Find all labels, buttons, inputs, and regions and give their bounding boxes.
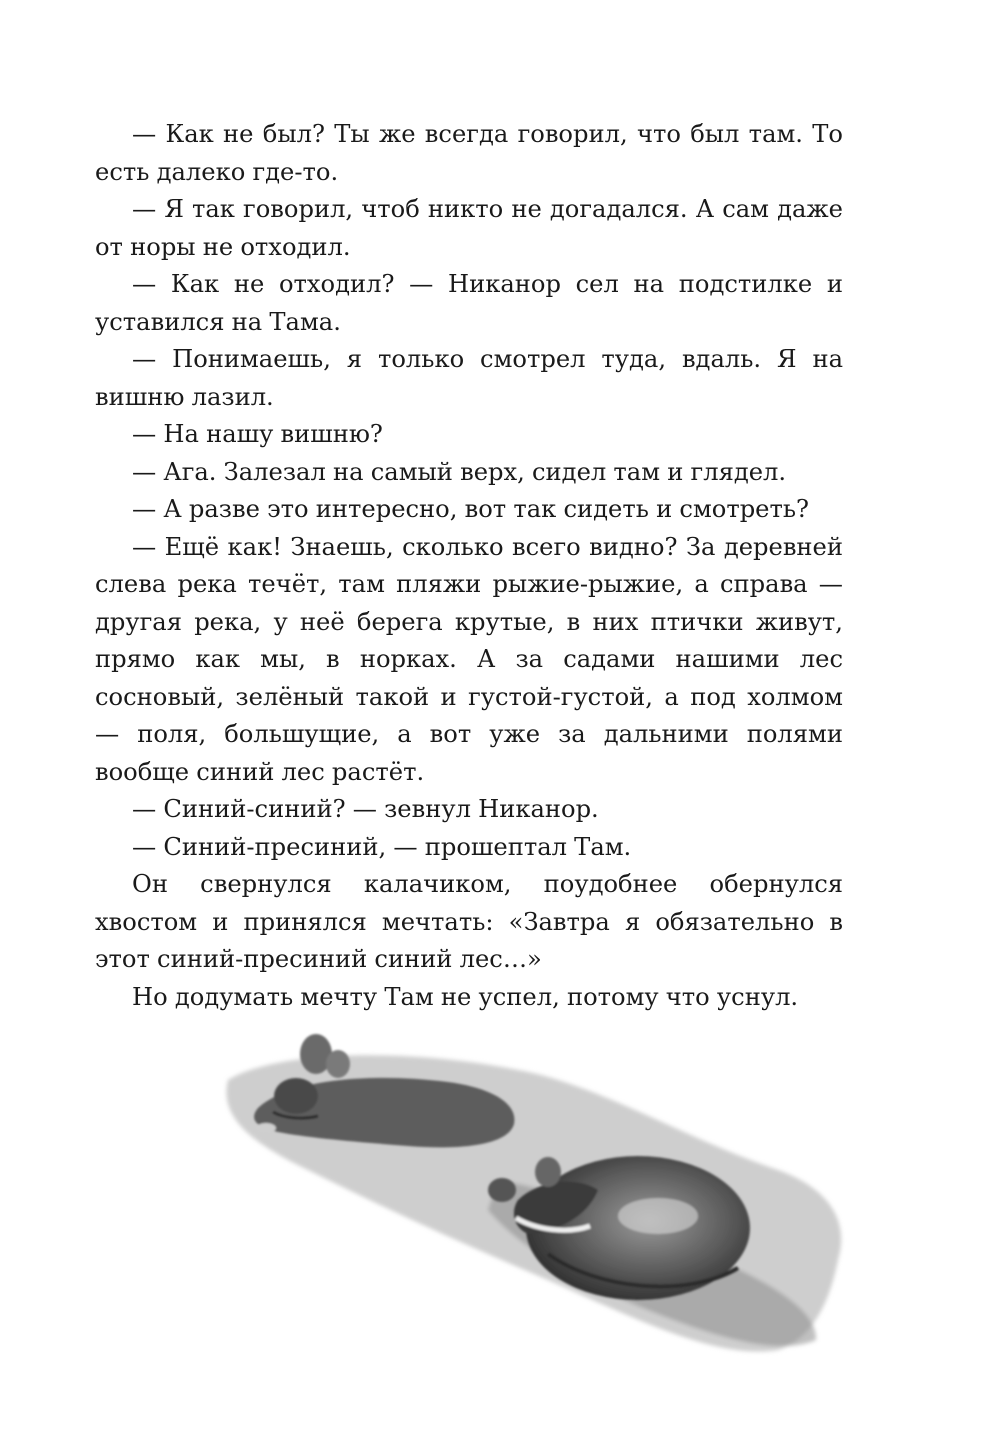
paragraph: — Как не отходил? — Никанор сел на подстилке и уставился на Тама. (95, 270, 843, 336)
mouse-lying (254, 1034, 514, 1147)
paragraph: — Как не был? Ты же всегда говорил, что был там. То есть далеко где-то. (95, 120, 843, 186)
paragraph: — Ещё как! Знаешь, сколько всего видно? За деревней слева река течёт, там пляжи рыжие-рыжие, а справа — другая река, у неё берега крутые, в них птички живут, прямо как мы, в норках. А за садами нашими лес сосновый, зелёный такой и густой-густой, а под холмом — поля, большущие, а вот уже за дальними полями вообще синий лес растёт. (95, 532, 843, 786)
paragraph: — А разве это интересно, вот так сидеть и смотреть? (132, 495, 810, 523)
paragraph: — Синий-пресиний, — прошептал Там. (132, 832, 632, 861)
paragraph: — Синий-синий? — зевнул Никанор. (132, 795, 599, 823)
sleeping-mice-illustration (218, 1020, 858, 1360)
paragraph: — Понимаешь, я только смотрел туда, вдаль. Я на вишню лазил. (95, 345, 843, 411)
text-body (95, 116, 843, 1016)
paragraph: — Я так говорил, чтоб никто не догадался. А сам даже от норы не отходил. (95, 195, 843, 261)
paragraph: Но додумать мечту Там не успел, потому что уснул. (132, 982, 799, 1011)
paragraph: — На нашу вишню? (132, 420, 383, 448)
paragraph: — Ага. Залезал на самый верх, сидел там и глядел. (132, 457, 787, 486)
paragraph: Он свернулся калачиком, поудобнее обернулся хвостом и принялся мечтать: «Завтра я обязательно в этот синий-пресиний синий лес…» (95, 870, 843, 973)
